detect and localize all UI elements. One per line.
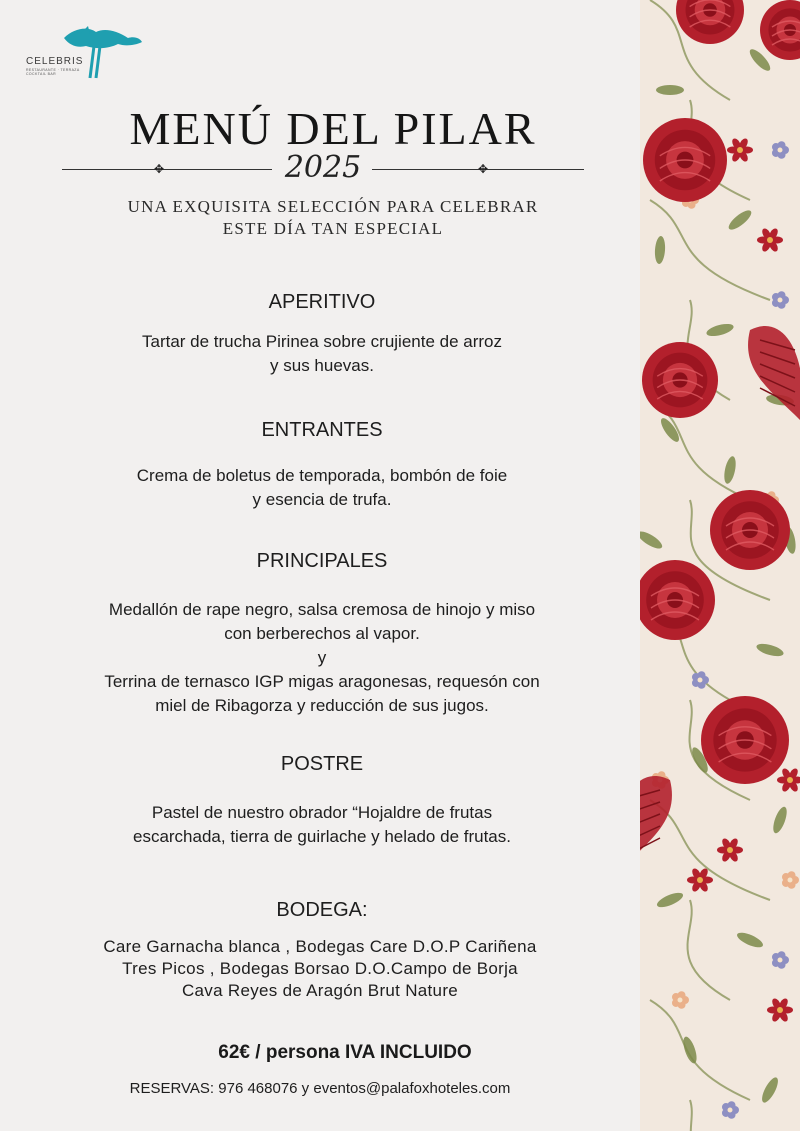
dish-line: y esencia de trufa. bbox=[252, 490, 392, 509]
dish-line: Terrina de ternasco IGP migas aragonesas, requesón con bbox=[104, 672, 540, 691]
brand-tagline: RESTAURANTE · TERRAZA COCKTAIL BAR bbox=[26, 68, 80, 76]
aperitivo-dish bbox=[0, 330, 644, 378]
ornament-right-icon: ✥ bbox=[478, 162, 489, 176]
section-principales-title: PRINCIPALES bbox=[256, 550, 388, 572]
section-postre-title: POSTRE bbox=[280, 753, 364, 775]
menu-price: 62€ / persona IVA INCLUIDO bbox=[218, 1042, 472, 1063]
menu-title: MENÚ DEL PILAR bbox=[129, 103, 537, 154]
dish-line: y sus huevas. bbox=[270, 356, 374, 375]
floral-decoration-panel bbox=[640, 0, 800, 1131]
dish-line: Medallón de rape negro, salsa cremosa de hinojo y miso bbox=[108, 600, 536, 619]
section-entrantes-title: ENTRANTES bbox=[261, 419, 383, 441]
brand-name: CELEBRIS bbox=[26, 56, 84, 67]
dish-line: miel de Ribagorza y reducción de sus jugos. bbox=[155, 696, 489, 715]
dish-line: Crema de boletus de temporada, bombón de foie bbox=[136, 466, 508, 485]
dish-line: escarchada, tierra de guirlache y helado de frutas. bbox=[132, 827, 511, 846]
wine-item: Care Garnacha blanca , Bodegas Care D.O.P Cariñena bbox=[103, 937, 537, 956]
dish-line: Pastel de nuestro obrador “Hojaldre de frutas bbox=[151, 803, 493, 822]
celebris-logo bbox=[24, 24, 154, 84]
wine-list bbox=[0, 936, 640, 1002]
embroidered-roses-icon bbox=[640, 0, 800, 1131]
reservation-contact[interactable]: RESERVAS: 976 468076 y eventos@palafoxhoteles.com bbox=[129, 1080, 511, 1097]
entrantes-dish bbox=[0, 464, 644, 512]
dish-line: Tartar de trucha Pirinea sobre crujiente de arroz bbox=[141, 332, 502, 351]
wine-item: Tres Picos , Bodegas Borsao D.O.Campo de Borja bbox=[122, 959, 518, 978]
menu-year: 2025 bbox=[284, 150, 362, 185]
subtitle-line-2: ESTE DÍA TAN ESPECIAL bbox=[222, 219, 444, 238]
postre-dish bbox=[0, 801, 644, 849]
subtitle-line-1: UNA EXQUISITA SELECCIÓN PARA CELEBRAR bbox=[127, 197, 539, 216]
menu-subtitle bbox=[0, 196, 666, 240]
dish-conjunction: y bbox=[317, 648, 327, 667]
section-bodega-title: BODEGA: bbox=[276, 899, 368, 921]
principales-dishes bbox=[0, 598, 644, 718]
wine-item: Cava Reyes de Aragón Brut Nature bbox=[181, 981, 459, 1000]
ornament-left-icon: ✥ bbox=[154, 162, 165, 176]
dish-line: con berberechos al vapor. bbox=[224, 624, 420, 643]
section-aperitivo-title: APERITIVO bbox=[268, 291, 376, 313]
